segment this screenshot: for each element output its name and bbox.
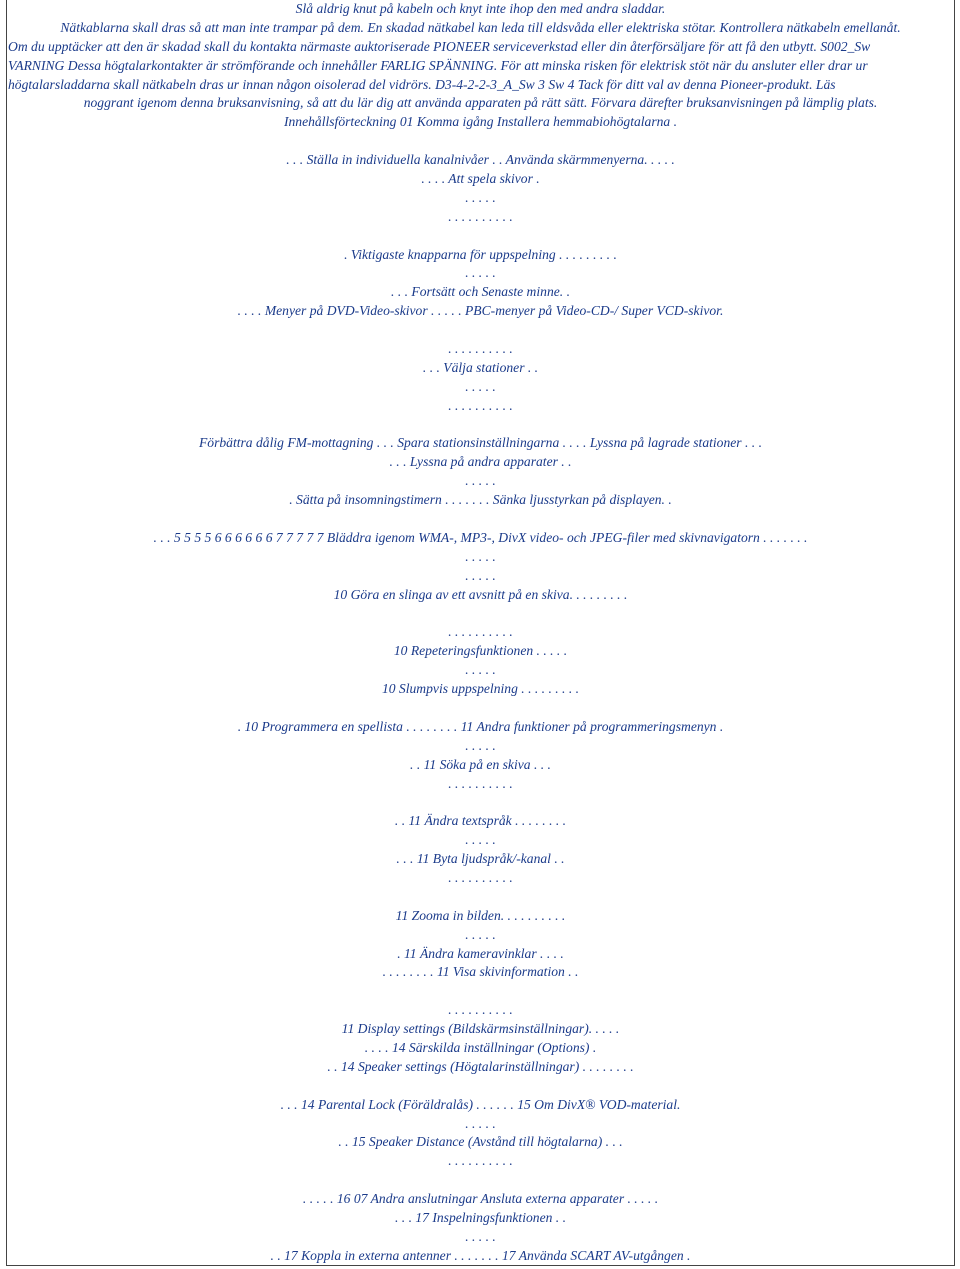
blank-line — [6, 888, 955, 907]
text-line: . . . . . . . . . . — [448, 208, 513, 224]
blank-line — [6, 982, 955, 1001]
text-line: . . . Välja stationer . . — [422, 359, 539, 375]
text-line: . . . . . . . . . . — [448, 869, 513, 885]
text-line: . . 11 Söka på en skiva . . . — [410, 756, 551, 772]
text-line: . . 11 Ändra textspråk . . . . . . . . — [394, 813, 567, 829]
text-line: . . . . . . . . . . — [448, 1002, 513, 1018]
text-line: högtalarsladdarna skall nätkabeln dras ur innan någon oisolerad del vidrörs. D3-4-2-2-3_A_Sw 3 Sw 4 Tack för ditt val av denna Pioneer-produkt. Läs — [8, 76, 836, 92]
blank-line — [6, 227, 955, 246]
text-line: . . . . . — [465, 548, 496, 564]
text-line: Om du upptäcker att den är skadad skall du kontakta närmaste auktoriserade PIONEER serviceverkstad eller din återförsäljare för att få den utbytt. S002_Sw — [8, 38, 871, 54]
text-line: . . . . Att spela skivor . — [421, 171, 540, 187]
text-line: . . . 17 Inspelningsfunktionen . . — [394, 1210, 567, 1225]
blank-line — [6, 793, 955, 812]
text-line: 11 Zooma in bilden. . . . . . . . . . — [395, 907, 566, 923]
text-line: . . 15 Speaker Distance (Avstånd till högtalarna) . . . — [338, 1134, 623, 1150]
text-line: VARNING Dessa högtalarkontakter är strömförande och innehåller FARLIG SPÄNNING. För att minska risken för elektrisk stöt när du ansluter eller drar ur — [8, 57, 868, 73]
text-line: . . . . . . . . . . — [448, 775, 513, 791]
text-line: . 10 Programmera en spellista . . . . . . . . 11 Andra funktioner på programmeringsmenyn . — [237, 718, 724, 734]
text-line: . . . 11 Byta ljudspråk/-kanal . . — [396, 851, 565, 867]
text-line: . . . Lyssna på andra apparater . . — [389, 454, 572, 470]
text-line: noggrant igenom denna bruksanvisning, så att du lär dig att använda apparaten på rätt sätt. Förvara därefter bruksanvisningen på lämplig plats. — [83, 95, 878, 111]
text-line: . . 17 Koppla in externa antenner . . . . . . . 17 Använda SCART AV-utgången . — [270, 1247, 691, 1263]
text-line: . . . . . — [465, 473, 496, 489]
blank-line — [6, 605, 955, 624]
text-line: 10 Slumpvis uppspelning . . . . . . . . . — [381, 681, 580, 697]
text-line: . . . . . — [465, 265, 496, 281]
text-line: . . . . . — [465, 662, 496, 678]
text-line: . . . 5 5 5 5 6 6 6 6 6 6 7 7 7 7 7 Bläddra igenom WMA-, MP3-, DivX video- och JPEG-filer med skivnavigatorn . . . . . . . — [153, 529, 808, 545]
text-line: Innehållsförteckning 01 Komma igång Installera hemmabiohögtalarna . — [283, 114, 678, 130]
text-line: . . . . . 16 07 Andra anslutningar Ansluta externa apparater . . . . . — [302, 1191, 659, 1207]
text-line: . . . . . — [465, 1228, 496, 1244]
text-line: . . . . . — [465, 378, 496, 394]
text-line: . . . 14 Parental Lock (Föräldralås) . . . . . . 15 Om DivX® VOD-material. — [280, 1096, 681, 1112]
text-line: . . . Ställa in individuella kanalnivåer . . Använda skärmmenyerna. . . . . — [286, 152, 675, 168]
text-line: . . 14 Speaker settings (Högtalarinställningar) . . . . . . . . — [327, 1058, 634, 1074]
text-line: . Sätta på insomningstimern . . . . . . . Sänka ljusstyrkan på displayen. . — [289, 492, 672, 508]
text-line: . . . . . — [465, 1115, 496, 1131]
blank-line — [6, 510, 955, 529]
text-line: . . . . . . . . . . — [448, 1153, 513, 1169]
text-line: . 11 Ändra kameravinklar . . . . — [397, 945, 564, 961]
text-line: Förbättra dålig FM-mottagning . . . Spara stationsinställningarna . . . . Lyssna på lagrade stationer . . . — [198, 435, 762, 451]
text-line: . . . . Menyer på DVD-Video-skivor . . . . . PBC-menyer på Video-CD-/ Super VCD-skivor. — [237, 303, 724, 319]
blank-line — [6, 416, 955, 435]
text-line: . . . . . — [465, 737, 496, 753]
text-line: . . . . . — [465, 832, 496, 848]
text-line: . . . . . — [465, 567, 496, 583]
text-line: . . . Fortsätt och Senaste minne. . — [391, 284, 570, 300]
blank-line — [6, 699, 955, 718]
text-line: . . . . . . . . . . — [448, 624, 513, 640]
text-line: . . . . . . . . 11 Visa skivinformation . . — [382, 964, 579, 980]
text-line: 11 Display settings (Bildskärmsinställningar). . . . . — [341, 1021, 620, 1037]
blank-line — [6, 321, 955, 340]
text-line: . . . . . . . . . . — [448, 341, 513, 357]
text-line: 10 Repeteringsfunktionen . . . . . — [393, 643, 568, 659]
text-line: . . . . . — [465, 189, 496, 205]
text-line: Nätkablarna skall dras så att man inte trampar på dem. En skadad nätkabel kan leda till eldsvåda eller elektriska stötar. Kontrollera nätkabeln emellanåt. — [60, 19, 901, 35]
blank-line — [6, 132, 955, 151]
text-line: . Viktigaste knapparna för uppspelning . . . . . . . . . — [344, 246, 617, 262]
text-line: . . . . 14 Särskilda inställningar (Options) . — [364, 1039, 597, 1055]
blank-line — [6, 1171, 955, 1190]
blank-line — [6, 1077, 955, 1096]
text-line: . . . . . — [465, 926, 496, 942]
text-line: Slå aldrig knut på kabeln och knyt inte ihop den med andra sladdar. — [295, 1, 666, 16]
text-line: . . . . . . . . . . — [448, 397, 513, 413]
document-body — [6, 0, 955, 1266]
text-line: 10 Göra en slinga av ett avsnitt på en skiva. . . . . . . . . — [333, 586, 628, 602]
